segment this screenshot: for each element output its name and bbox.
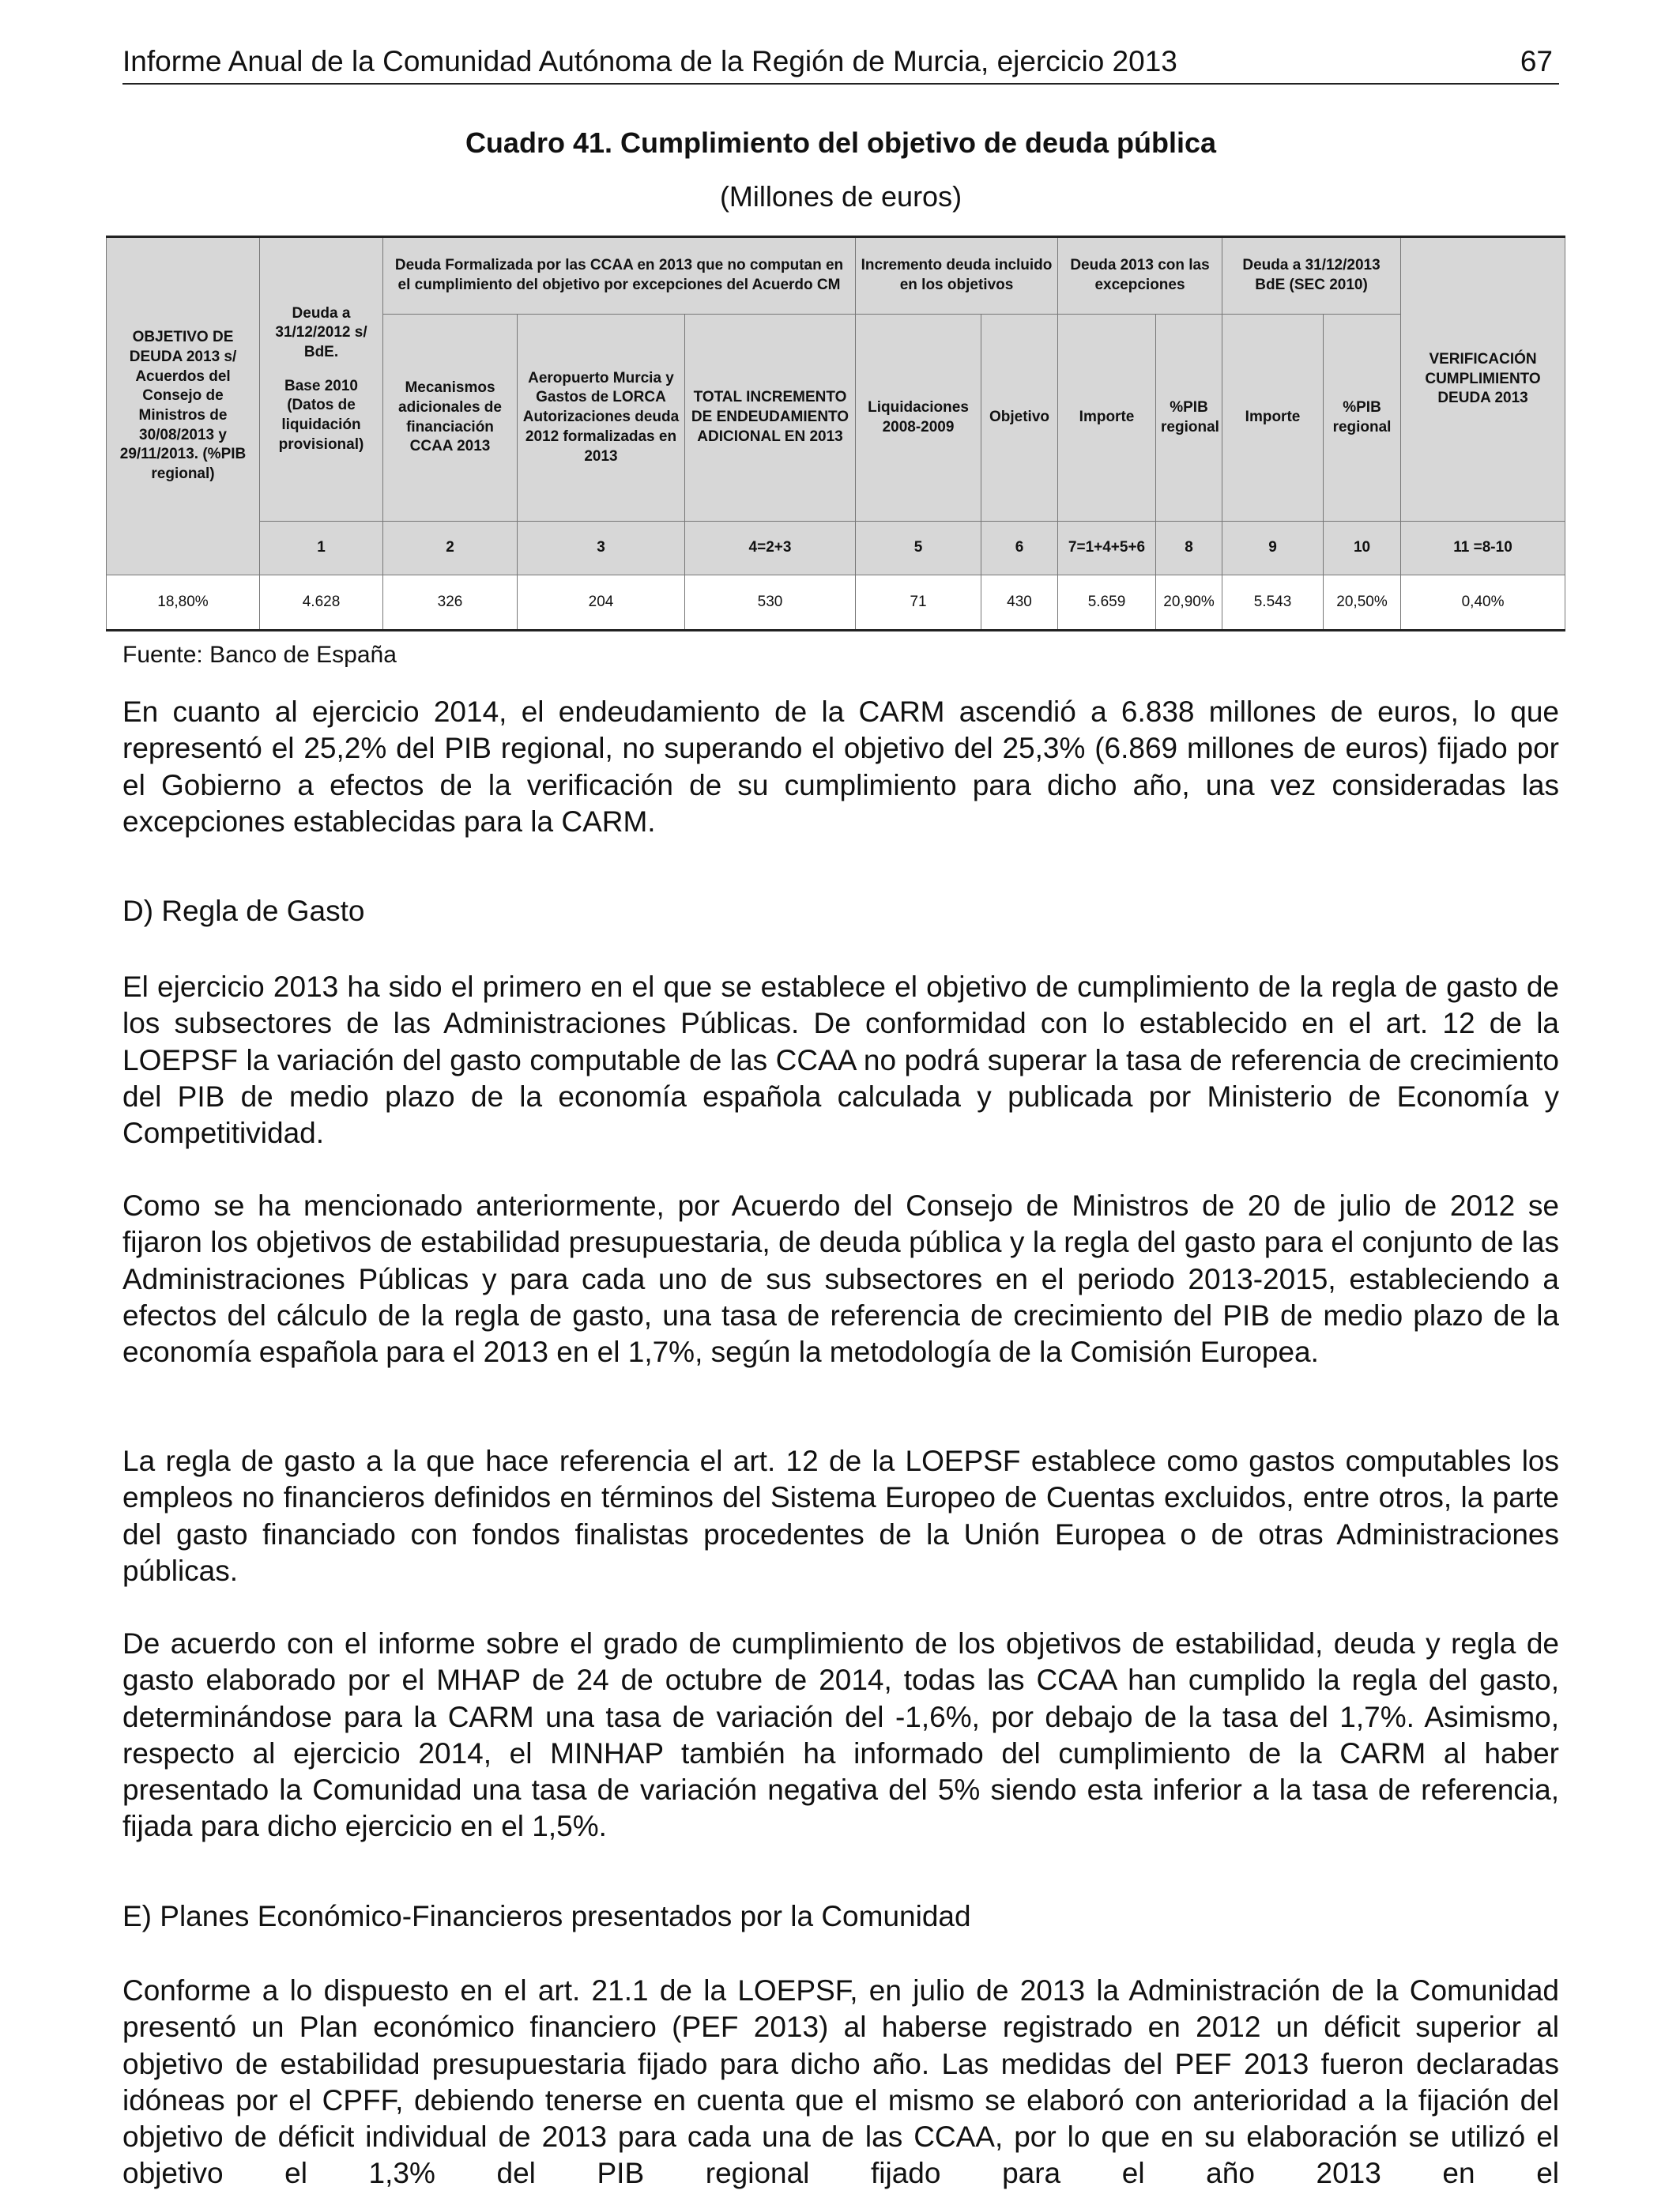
header-total-incremento: TOTAL INCREMENTO DE ENDEUDAMIENTO ADICIONAL EN 2013 — [685, 315, 856, 522]
table-title: Cuadro 41. Cumplimiento del objetivo de deuda pública — [465, 126, 1217, 159]
value-cell: 18,80% — [107, 575, 260, 631]
value-cell: 71 — [856, 575, 981, 631]
col-number: 1 — [260, 522, 383, 575]
paragraph: En cuanto al ejercicio 2014, el endeudamiento de la CARM ascendió a 6.838 millones de euros, lo que representó el 25,2% del PIB regional, no superando el objetivo del 25,3% (6.869 millones de euros) fijado por el Gobierno a efectos de la verificación de su cumplimiento para dicho año, una vez consideradas las excepciones establecidas para la CARM. — [122, 696, 1559, 838]
page-number: 67 — [1520, 45, 1553, 77]
header-objetivo-col: Objetivo — [981, 315, 1058, 522]
header-pib-1: %PIB regional — [1156, 315, 1222, 522]
col-number: 10 — [1324, 522, 1401, 575]
header-aeropuerto: Aeropuerto Murcia y Gastos de LORCA Autorizaciones deuda 2012 formalizadas en 2013 — [518, 315, 685, 522]
group-header-deuda-excepciones: Deuda 2013 con las excepciones — [1058, 237, 1222, 315]
value-cell: 5.659 — [1058, 575, 1156, 631]
col-number: 3 — [518, 522, 685, 575]
value-cell: 5.543 — [1222, 575, 1324, 631]
col-number: 6 — [981, 522, 1058, 575]
col-number: 5 — [856, 522, 981, 575]
header-pib-2: %PIB regional — [1324, 315, 1401, 522]
group-header-deuda-bde: Deuda a 31/12/2013 BdE (SEC 2010) — [1222, 237, 1401, 315]
section-heading-e: E) Planes Económico-Financieros presentados por la Comunidad — [122, 1900, 971, 1932]
paragraph: La regla de gasto a la que hace referencia el art. 12 de la LOEPSF establece como gastos computables los empleos no financieros definidos en términos del Sistema Europeo de Cuentas excluidos, entre otros, la parte del gasto financiado con fondos finalistas procedentes de la Unión Europea o de otras Administraciones públicas. — [122, 1445, 1559, 1587]
value-cell: 326 — [383, 575, 518, 631]
running-title: Informe Anual de la Comunidad Autónoma de la Región de Murcia, ejercicio 2013 — [122, 45, 1177, 77]
table-source: Fuente: Banco de España — [122, 642, 397, 668]
paragraph: Como se ha mencionado anteriormente, por Acuerdo del Consejo de Ministros de 20 de julio de 2012 se fijaron los objetivos de estabilidad presupuestaria, de deuda pública y la regla del gasto para el conjunto de las Administraciones Públicas y para cada uno de sus subsectores en el periodo 2013-2015, estableciendo a efectos del cálculo de la regla de gasto, una tasa de referencia de crecimiento del PIB de medio plazo de la economía española para el 2013 en el 1,7%, según la metodología de la Comisión Europea. — [122, 1189, 1559, 1369]
value-cell: 430 — [981, 575, 1058, 631]
header-importe-1: Importe — [1058, 315, 1156, 522]
header-importe-2: Importe — [1222, 315, 1324, 522]
col-number: 9 — [1222, 522, 1324, 575]
col-number: 2 — [383, 522, 518, 575]
value-cell: 4.628 — [260, 575, 383, 631]
header-mecanismos: Mecanismos adicionales de financiación CCAA 2013 — [383, 315, 518, 522]
value-cell: 530 — [685, 575, 856, 631]
paragraph: De acuerdo con el informe sobre el grado de cumplimiento de los objetivos de estabilidad, deuda y regla de gasto elaborado por el MHAP de 24 de octubre de 2014, todas las CCAA han cumplido la regla del gasto, determinándose para la CARM una tasa de variación del -1,6%, por debajo de la tasa del 1,7%. Asimismo, respecto al ejercicio 2014, el MINHAP también ha informado del cumplimiento de la CARM al haber presentado la Comunidad una tasa de variación negativa del 5% siendo esta inferior a la tasa de referencia, fijada para dicho ejercicio en el 1,5%. — [122, 1627, 1559, 1843]
running-header — [122, 43, 1559, 85]
col-number: 7=1+4+5+6 — [1058, 522, 1156, 575]
paragraph: El ejercicio 2013 ha sido el primero en el que se establece el objetivo de cumplimiento de la regla de gasto de los subsectores de las Administraciones Públicas. De conformidad con lo establecido en el art. 12 de la LOEPSF la variación del gasto computable de las CCAA no podrá superar la tasa de referencia de crecimiento del PIB de medio plazo de la economía española calculada y publicada por Ministerio de Economía y Competitividad. — [122, 971, 1559, 1150]
table-units: (Millones de euros) — [719, 180, 962, 213]
header-verificacion: VERIFICACIÓN CUMPLIMIENTO DEUDA 2013 — [1401, 237, 1565, 522]
header-deuda-2012 — [260, 237, 383, 522]
col-number: 4=2+3 — [685, 522, 856, 575]
section-heading-d: D) Regla de Gasto — [122, 895, 365, 927]
value-cell: 20,50% — [1324, 575, 1401, 631]
group-header-deuda-formalizada: Deuda Formalizada por las CCAA en 2013 que no computan en el cumplimiento del objetivo por excepciones del Acuerdo CM — [383, 237, 856, 315]
value-cell: 0,40% — [1401, 575, 1565, 631]
header-deuda-2012-line2: Base 2010 (Datos de liquidación provisional) — [278, 377, 364, 453]
value-cell: 204 — [518, 575, 685, 631]
header-objetivo: OBJETIVO DE DEUDA 2013 s/ Acuerdos del Consejo de Ministros de 30/08/2013 y 29/11/2013. (%PIB regional) — [107, 237, 260, 575]
value-cell: 20,90% — [1156, 575, 1222, 631]
header-deuda-2012-line1: Deuda a 31/12/2012 s/ BdE. — [275, 304, 367, 360]
col-number: 11 =8-10 — [1401, 522, 1565, 575]
header-liquidaciones: Liquidaciones 2008-2009 — [856, 315, 981, 522]
col-number: 8 — [1156, 522, 1222, 575]
group-header-incremento-deuda: Incremento deuda incluido en los objetivos — [856, 237, 1058, 315]
paragraph: Conforme a lo dispuesto en el art. 21.1 de la LOEPSF, en julio de 2013 la Administración de la Comunidad presentó un Plan económico financiero (PEF 2013) al haberse registrado en 2012 un déficit superior al objetivo de estabilidad presupuestaria fijado para dicho año. Las medidas del PEF 2013 fueron declaradas idóneas por el CPFF, debiendo tenerse en cuenta que el mismo se elaboró con anterioridad a la fijación del objetivo de déficit individual de 2013 para cada una de las CCAA, por lo que en su elaboración se utilizó el objetivo el 1,3% del PIB regional fijado para el año 2013 en el — [122, 1974, 1559, 2190]
debt-compliance-table — [106, 236, 1565, 631]
